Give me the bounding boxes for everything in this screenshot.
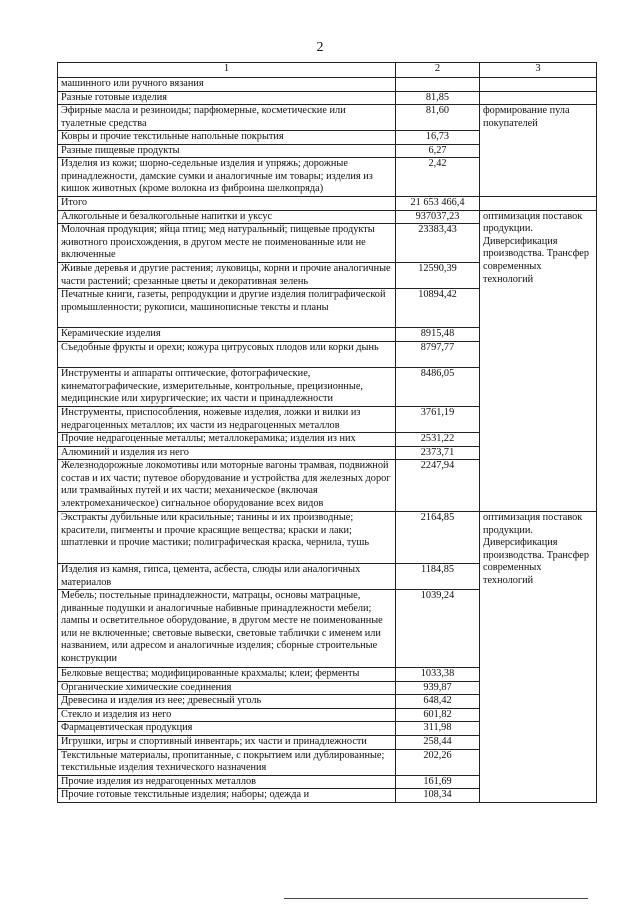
table-row	[58, 78, 597, 92]
value-cell: 601,82	[396, 708, 480, 722]
product-name-cell: Эфирные масла и резиноиды; парфюмерные, косметические или туалетные средства	[58, 105, 396, 131]
measures-cell-empty	[480, 197, 597, 211]
product-name-cell: Прочие недрагоценные металлы; металлокерамика; изделия из них	[58, 433, 396, 447]
product-name-cell: Итого	[58, 197, 396, 211]
value-cell: 2247,94	[396, 460, 480, 512]
product-name-cell: Фармацевтическая продукция	[58, 722, 396, 736]
table-row	[58, 197, 597, 211]
value-cell: 10894,42	[396, 289, 480, 328]
value-cell: 648,42	[396, 695, 480, 709]
measures-cell: оптимизация поставок продукции. Диверсификация производства. Трансфер современных технологий	[480, 512, 597, 803]
value-cell: 16,73	[396, 131, 480, 145]
measures-cell-empty	[480, 78, 597, 92]
value-cell: 6,27	[396, 144, 480, 158]
product-name-cell: Разные готовые изделия	[58, 91, 396, 105]
value-cell: 258,44	[396, 736, 480, 750]
product-name-cell: Экстракты дубильные или красильные; танины и их производные; красители, пигменты и прочие красящие вещества; краски и лаки; шпатлевки и прочие мастики; полиграфическая краска, чернила, тушь	[58, 512, 396, 564]
product-name-cell: Ковры и прочие текстильные напольные покрытия	[58, 131, 396, 145]
table-header-row	[58, 63, 597, 78]
table-row	[58, 91, 597, 105]
value-cell: 2164,85	[396, 512, 480, 564]
product-name-cell: Текстильные материалы, пропитанные, с покрытием или дублированные; текстильные изделия технического назначения	[58, 749, 396, 775]
product-name-cell: Древесина и изделия из нее; древесный уголь	[58, 695, 396, 709]
product-name-cell: Изделия из кожи; шорно-седельные изделия и упряжь; дорожные принадлежности, дамские сумки и аналогичные им товары; изделия из кишок животных (кроме волокна из фиброина шелкопряда)	[58, 158, 396, 197]
value-cell: 1184,85	[396, 564, 480, 590]
product-name-cell: Мебель; постельные принадлежности, матрацы, основы матрацные, диванные подушки и аналогичные набивные принадлежности мебели; лампы и осветительное оборудование, в другом месте не поименованные или не включенные; световые вывески, световые таблички с именем или названием, или адресом и аналогичные изделия; сборные строительные конструкции	[58, 590, 396, 668]
header-col-1: 1	[58, 63, 396, 78]
product-name-cell: Изделия из камня, гипса, цемента, асбеста, слюды или аналогичных материалов	[58, 564, 396, 590]
product-name-cell: Инструменты и аппараты оптические, фотографические, кинематографические, измерительные, контрольные, прецизионные, медицинские или хирургические; их части и принадлежности	[58, 368, 396, 407]
product-name-cell: Съедобные фрукты и орехи; кожура цитрусовых плодов или корки дынь	[58, 342, 396, 368]
product-name-cell: Керамические изделия	[58, 328, 396, 342]
product-name-cell: Белковые вещества; модифицированные крахмалы; клеи; ферменты	[58, 668, 396, 682]
value-cell: 81,60	[396, 105, 480, 131]
product-name-cell: Молочная продукция; яйца птиц; мед натуральный; пищевые продукты животного происхождения, в другом месте не поименованные или не включенные	[58, 224, 396, 263]
data-table	[57, 62, 597, 803]
page-number: 2	[316, 40, 324, 55]
value-cell: 939,87	[396, 681, 480, 695]
value-cell: 2531,22	[396, 433, 480, 447]
value-cell: 12590,39	[396, 263, 480, 289]
product-name-cell: Живые деревья и другие растения; луковицы, корни и прочие аналогичные части растений; срезанные цветы и декоративная зелень	[58, 263, 396, 289]
value-cell: 161,69	[396, 775, 480, 789]
product-name-cell: Алкогольные и безалкогольные напитки и уксус	[58, 210, 396, 224]
measures-cell-empty	[480, 91, 597, 105]
value-cell: 202,26	[396, 749, 480, 775]
product-name-cell: Органические химические соединения	[58, 681, 396, 695]
value-cell	[396, 78, 480, 92]
measures-cell: формирование пула покупателей	[480, 105, 597, 197]
bottom-rule	[284, 898, 588, 899]
product-name-cell: Разные пищевые продукты	[58, 144, 396, 158]
product-name-cell: Алюминий и изделия из него	[58, 446, 396, 460]
value-cell: 1033,38	[396, 668, 480, 682]
value-cell: 108,34	[396, 789, 480, 803]
header-col-2: 2	[396, 63, 480, 78]
product-name-cell: машинного или ручного вязания	[58, 78, 396, 92]
header-col-3: 3	[480, 63, 597, 78]
value-cell: 3761,19	[396, 407, 480, 433]
product-name-cell: Инструменты, приспособления, ножевые изделия, ложки и вилки из недрагоценных металлов; их части из недрагоценных металлов	[58, 407, 396, 433]
product-name-cell: Железнодорожные локомотивы или моторные вагоны трамвая, подвижной состав и их части; путевое оборудование и устройства для железных дорог или трамвайных путей и их части; механическое (включая электромеханическое) сигнальное оборудование всех видов	[58, 460, 396, 512]
value-cell: 8486,05	[396, 368, 480, 407]
value-cell: 21 653 466,4	[396, 197, 480, 211]
product-name-cell: Печатные книги, газеты, репродукции и другие изделия полиграфической промышленности; рукописи, машинописные тексты и планы	[58, 289, 396, 328]
value-cell: 8915,48	[396, 328, 480, 342]
table-row	[58, 210, 597, 224]
value-cell: 2,42	[396, 158, 480, 197]
value-cell: 81,85	[396, 91, 480, 105]
value-cell: 311,98	[396, 722, 480, 736]
value-cell: 937037,23	[396, 210, 480, 224]
product-name-cell: Стекло и изделия из него	[58, 708, 396, 722]
table-row	[58, 512, 597, 564]
product-name-cell: Прочие изделия из недрагоценных металлов	[58, 775, 396, 789]
table-row	[58, 105, 597, 131]
value-cell: 1039,24	[396, 590, 480, 668]
product-name-cell: Прочие готовые текстильные изделия; наборы; одежда и	[58, 789, 396, 803]
product-name-cell: Игрушки, игры и спортивный инвентарь; их части и принадлежности	[58, 736, 396, 750]
measures-cell: оптимизация поставок продукции. Диверсификация производства. Трансфер современных технологий	[480, 210, 597, 511]
value-cell: 8797,77	[396, 342, 480, 368]
value-cell: 23383,43	[396, 224, 480, 263]
value-cell: 2373,71	[396, 446, 480, 460]
